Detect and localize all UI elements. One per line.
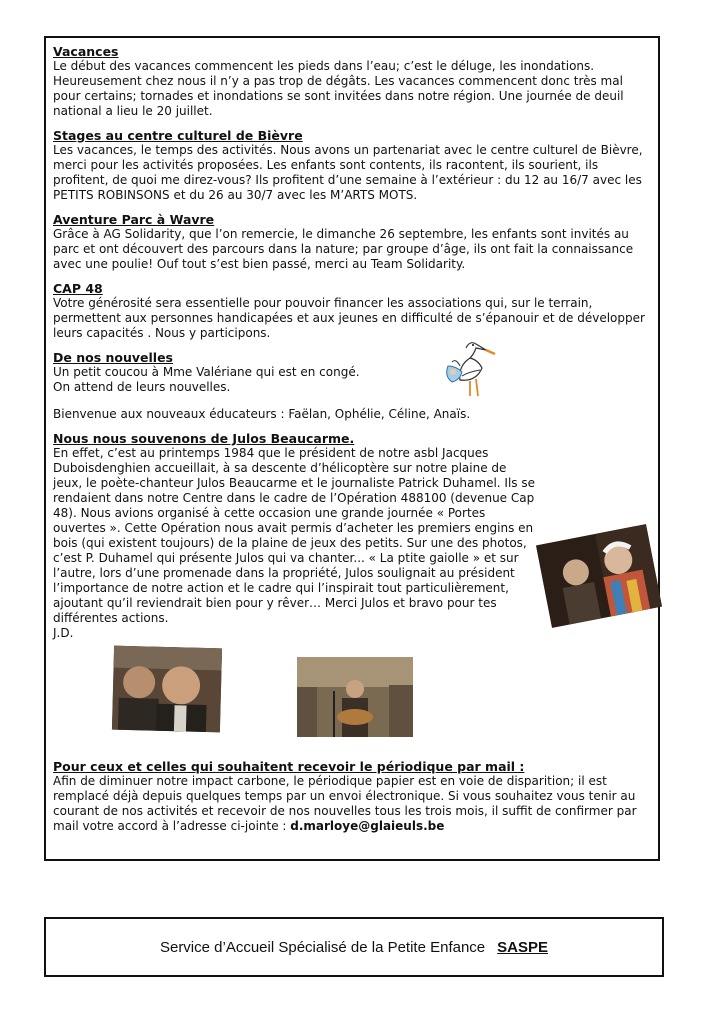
text-periodique-body: Afin de diminuer notre impact carbone, le périodique papier est en voie de disparition; il est remplacé déjà depuis quelques temps par un envoi électronique. Si vous souhaitez vous tenir au courant de nos activités et recevoir de nos nouvelles tous les trois mois, il suffit de confirmer par mail votre accord à l’adresse ci-jointe : (53, 774, 637, 833)
stork-icon (440, 336, 496, 398)
section-periodique (53, 759, 651, 834)
text-cap48: Votre générosité sera essentielle pour pouvoir financer les associations qui, sur le terrain, permettent aux personnes handicapées et aux jeunes en difficulté de s’épanouir et de développer leurs capacités . Nous y participons. (53, 296, 645, 340)
section-julos (53, 431, 651, 641)
text-julos-body: En effet, c’est au printemps 1984 que le président de notre asbl Jacques Duboisdenghien accueillait, à sa descente d’hélicoptère sur notre plaine de jeux, le poète-chanteur Julos Beaucarme et le journaliste Patrick Duhamel. Ils se rendaient dans notre Centre dans le cadre de l’Opération 488100 (devenue Cap 48). Nous avions organisé à cette occasion une grande journée « Portes ouvertes ». Cette Opération nous avait permis d’acheter les premiers engins en bois (qui existent toujours) de la plaine de jeux des petits. Sur une des photos, c’est P. Duhamel qui présente Julos qui va chanter... « La ptite gaiolle » et sur l’autre, lors d’une promenade dans la propriété, Julos soulignait au président l’importance de notre action et le cadre qui l’inspirait tout particulièrement, ajoutant qu’il reviendrait bien pour y rêver… Merci Julos et bravo pour tes différentes actions. (53, 446, 535, 625)
heading-julos: Nous nous souvenons de Julos Beaucarme. (53, 431, 355, 446)
footer-acronym: SASPE (497, 938, 549, 956)
text-aventure: Grâce à AG Solidarity, que l’on remercie, le dimanche 26 septembre, les enfants sont invités au parc et ont découvert des parcours dans la nature; par groupe d’âge, ils ont fait la connaissance avec une poulie! Ouf tout s’est bien passé, merci au Team Solidarity. (53, 227, 634, 271)
text-julos (53, 446, 651, 626)
photo-row (53, 643, 651, 743)
footer-text: Service d’Accueil Spécialisé de la Petite Enfance (159, 938, 486, 956)
photo-julos-singing (297, 657, 413, 737)
text-nouvelles-line1: Un petit coucou à Mme Valériane qui est en congé. (53, 365, 360, 379)
section-cap48 (53, 281, 651, 341)
section-aventure (53, 212, 651, 272)
email-link[interactable]: d.marloye@glaieuls.be (290, 819, 445, 833)
newsletter-content-box (44, 36, 660, 861)
section-nouvelles (53, 350, 651, 422)
section-stages (53, 128, 651, 203)
text-nouvelles-welcome: Bienvenue aux nouveaux éducateurs : Faëlan, Ophélie, Céline, Anaïs. (53, 407, 471, 421)
photo-duhamel-and-julos (112, 646, 222, 733)
heading-cap48: CAP 48 (53, 281, 103, 296)
heading-stages: Stages au centre culturel de Bièvre (53, 128, 303, 143)
heading-vacances: Vacances (53, 44, 119, 59)
heading-periodique: Pour ceux et celles qui souhaitent recevoir le périodique par mail : (53, 759, 525, 774)
text-vacances: Le début des vacances commencent les pieds dans l’eau; c’est le déluge, les inondations. Heureusement chez nous il n’y a pas trop de dégâts. Les vacances commencent donc très mal pour certains; tornades et inondations se sont invitées dans notre région. Une journée de deuil national a lieu le 20 juillet. (53, 59, 624, 118)
heading-aventure: Aventure Parc à Wavre (53, 212, 215, 227)
footer-box (44, 917, 664, 977)
text-periodique (53, 774, 651, 834)
photo-julos-and-president (536, 524, 662, 628)
section-vacances (53, 44, 651, 119)
text-stages: Les vacances, le temps des activités. Nous avons un partenariat avec le centre culturel de Bièvre, merci pour les activités proposées. Les enfants sont contents, ils racontent, ils sourient, ils profitent, de quoi me direz-vous? Ils profitent d’une semaine à l’extérieur : du 12 au 16/7 avec les PETITS ROBINSONS et du 26 au 30/7 avec les M’ARTS MOTS. (53, 143, 643, 202)
text-julos-signature: J.D. (53, 626, 74, 640)
text-nouvelles-line2: On attend de leurs nouvelles. (53, 380, 231, 394)
heading-nouvelles: De nos nouvelles (53, 350, 173, 365)
